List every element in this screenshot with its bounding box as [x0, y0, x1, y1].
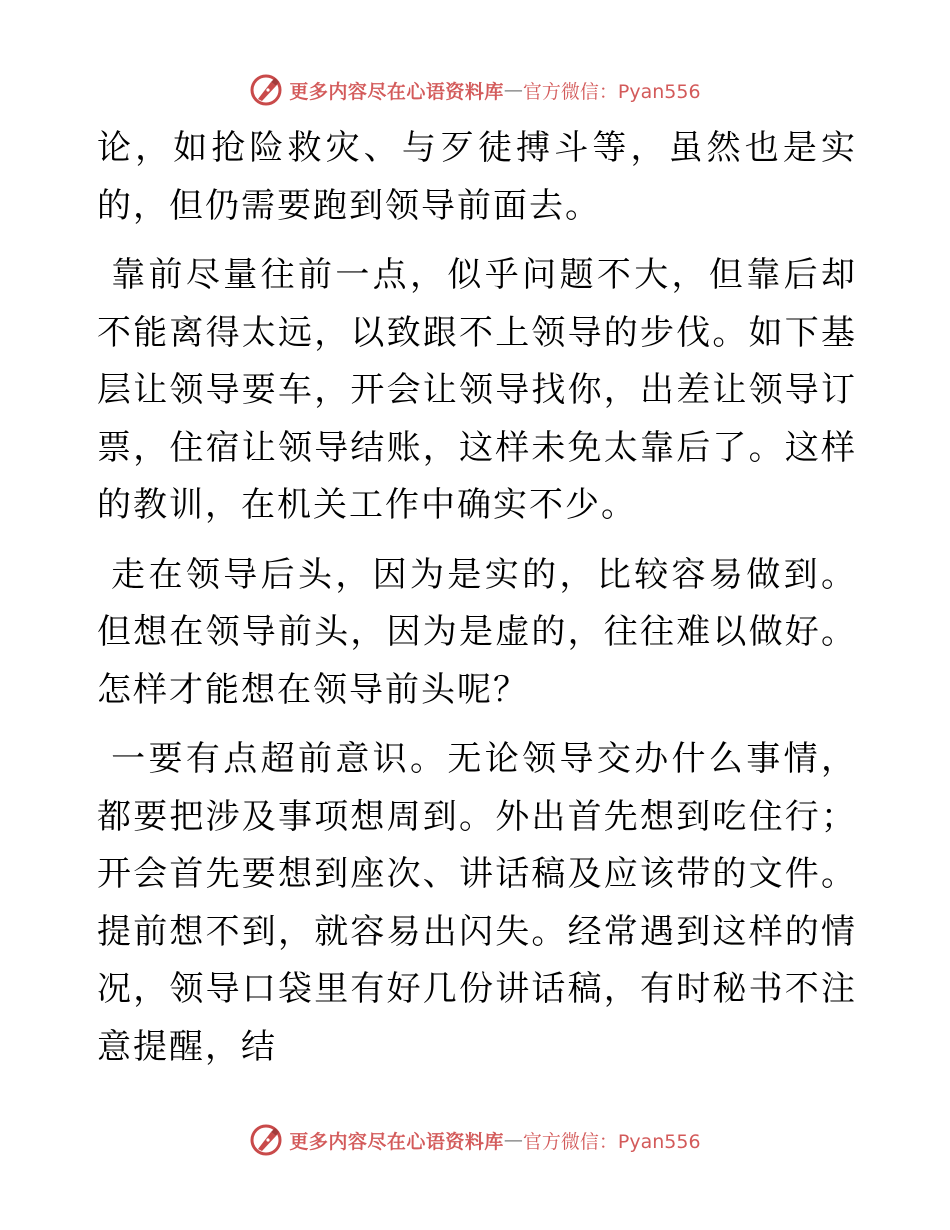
footer-banner — [0, 1120, 950, 1160]
footer-main-text: 更多内容尽在心语资料库 — [289, 1130, 504, 1153]
pen-nib-circle-icon — [249, 1123, 283, 1157]
header-main-text: 更多内容尽在心语资料库 — [289, 80, 504, 103]
pen-nib-circle-icon — [249, 73, 283, 107]
document-body — [97, 120, 857, 1076]
footer-text — [289, 1127, 700, 1154]
footer-separator: — — [503, 1129, 523, 1151]
header-wechat-text: 官方微信：Pyan556 — [522, 80, 701, 103]
paragraph: 论，如抢险救灾、与歹徒搏斗等，虽然也是实的，但仍需要跑到领导前面去。 — [97, 128, 857, 226]
header-text — [289, 77, 700, 104]
paragraph: 靠前尽量往前一点，似乎问题不大，但靠后却不能离得太远，以致跟不上领导的步伐。如下基层让领导要车，开会让领导找你，出差让领导订票，住宿让领导结账，这样未免太靠后了。这样的教训，在机关工作中确实不少。 — [97, 255, 857, 525]
footer-wechat-text: 官方微信：Pyan556 — [522, 1130, 701, 1153]
paragraph: 走在领导后头，因为是实的，比较容易做到。但想在领导前头，因为是虚的，往往难以做好。怎样才能想在领导前头呢？ — [97, 554, 857, 710]
header-banner — [0, 70, 950, 110]
header-separator: — — [503, 79, 523, 101]
paragraph: 一要有点超前意识。无论领导交办什么事情，都要把涉及事项想周到。外出首先想到吃住行；开会首先要想到座次、讲话稿及应该带的文件。提前想不到，就容易出闪失。经常遇到这样的情况，领导口袋里有好几份讲话稿，有时秘书不注意提醒，结 — [97, 739, 857, 1067]
